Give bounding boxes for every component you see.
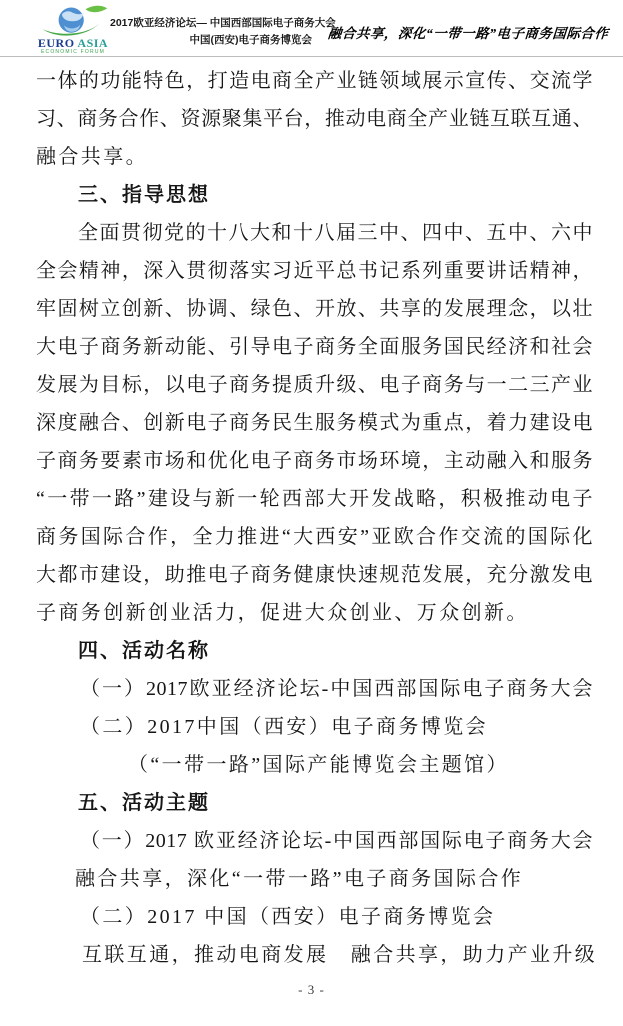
- logo-wordmark: [31, 38, 115, 49]
- logo-subtext: ECONOMIC FORUM: [40, 49, 106, 55]
- list-item-theme: 互联互通，推动电商发展 融合共享，助力产业升级: [82, 944, 598, 966]
- list-item: （一）2017 欧亚经济论坛-中国西部国际电子商务大会: [80, 830, 593, 852]
- logo-word-euro: EURO: [37, 36, 75, 50]
- globe-with-leaves-icon: [37, 4, 109, 38]
- header-title-line1: 2017欧亚经济论坛— 中国西部国际电子商务大会: [110, 17, 336, 29]
- list-item-note: （“一带一路”国际产能博览会主题馆）: [128, 754, 509, 776]
- header-slogan: 融合共享，深化“一带一路”电子商务国际合作: [327, 26, 609, 41]
- list-item-theme: 融合共享，深化“一带一路”电子商务国际合作: [75, 868, 524, 890]
- header-title: [110, 15, 336, 49]
- text-line: 子商务要素市场和优化电子商务市场环境，主动融入和服务: [36, 450, 593, 472]
- text-line: 习、商务合作、资源聚集平台，推动电商全产业链互联互通、: [36, 108, 593, 130]
- page-number: - 3 -: [298, 982, 325, 997]
- header-title-line2: 中国(西安)电子商务博览会: [189, 34, 312, 46]
- text-line: 子商务创新创业活力，促进大众创业、万众创新。: [36, 602, 529, 624]
- list-item: （一）2017欧亚经济论坛-中国西部国际电子商务大会: [80, 678, 593, 700]
- text-line: 全会精神，深入贯彻落实习近平总书记系列重要讲话精神，: [36, 260, 593, 282]
- text-line: 深度融合、创新电子商务民生服务模式为重点，着力建设电: [36, 412, 593, 434]
- text-line: 牢固树立创新、协调、绿色、开放、共享的发展理念，以壮: [36, 298, 593, 320]
- text-line: 商务国际合作，全力推进“大西安”亚欧合作交流的国际化: [36, 526, 593, 548]
- logo-word-asia: ASIA: [77, 36, 109, 50]
- header-divider: [0, 56, 623, 57]
- heading-activity-theme: 五、活动主题: [78, 792, 210, 814]
- euro-asia-logo: [31, 4, 115, 55]
- text-line: 全面贯彻党的十八大和十八届三中、四中、五中、六中: [78, 222, 593, 244]
- text-line: 大都市建设，助推电子商务健康快速规范发展，充分激发电: [36, 564, 593, 586]
- list-item: （二）2017 中国（西安）电子商务博览会: [80, 906, 496, 928]
- text-line: 大电子商务新动能、引导电子商务全面服务国民经济和社会: [36, 336, 593, 358]
- text-line: 一体的功能特色，打造电商全产业链领域展示宣传、交流学: [36, 70, 593, 92]
- heading-activity-name: 四、活动名称: [78, 640, 210, 662]
- heading-guiding-ideology: 三、指导思想: [78, 184, 210, 206]
- document-body: [0, 62, 623, 974]
- list-item: （二）2017中国（西安）电子商务博览会: [80, 716, 488, 738]
- text-line: 发展为目标，以电子商务提质升级、电子商务与一二三产业: [36, 374, 593, 396]
- text-line: 融合共享。: [36, 146, 148, 168]
- text-line: “一带一路”建设与新一轮西部大开发战略，积极推动电子: [36, 488, 593, 510]
